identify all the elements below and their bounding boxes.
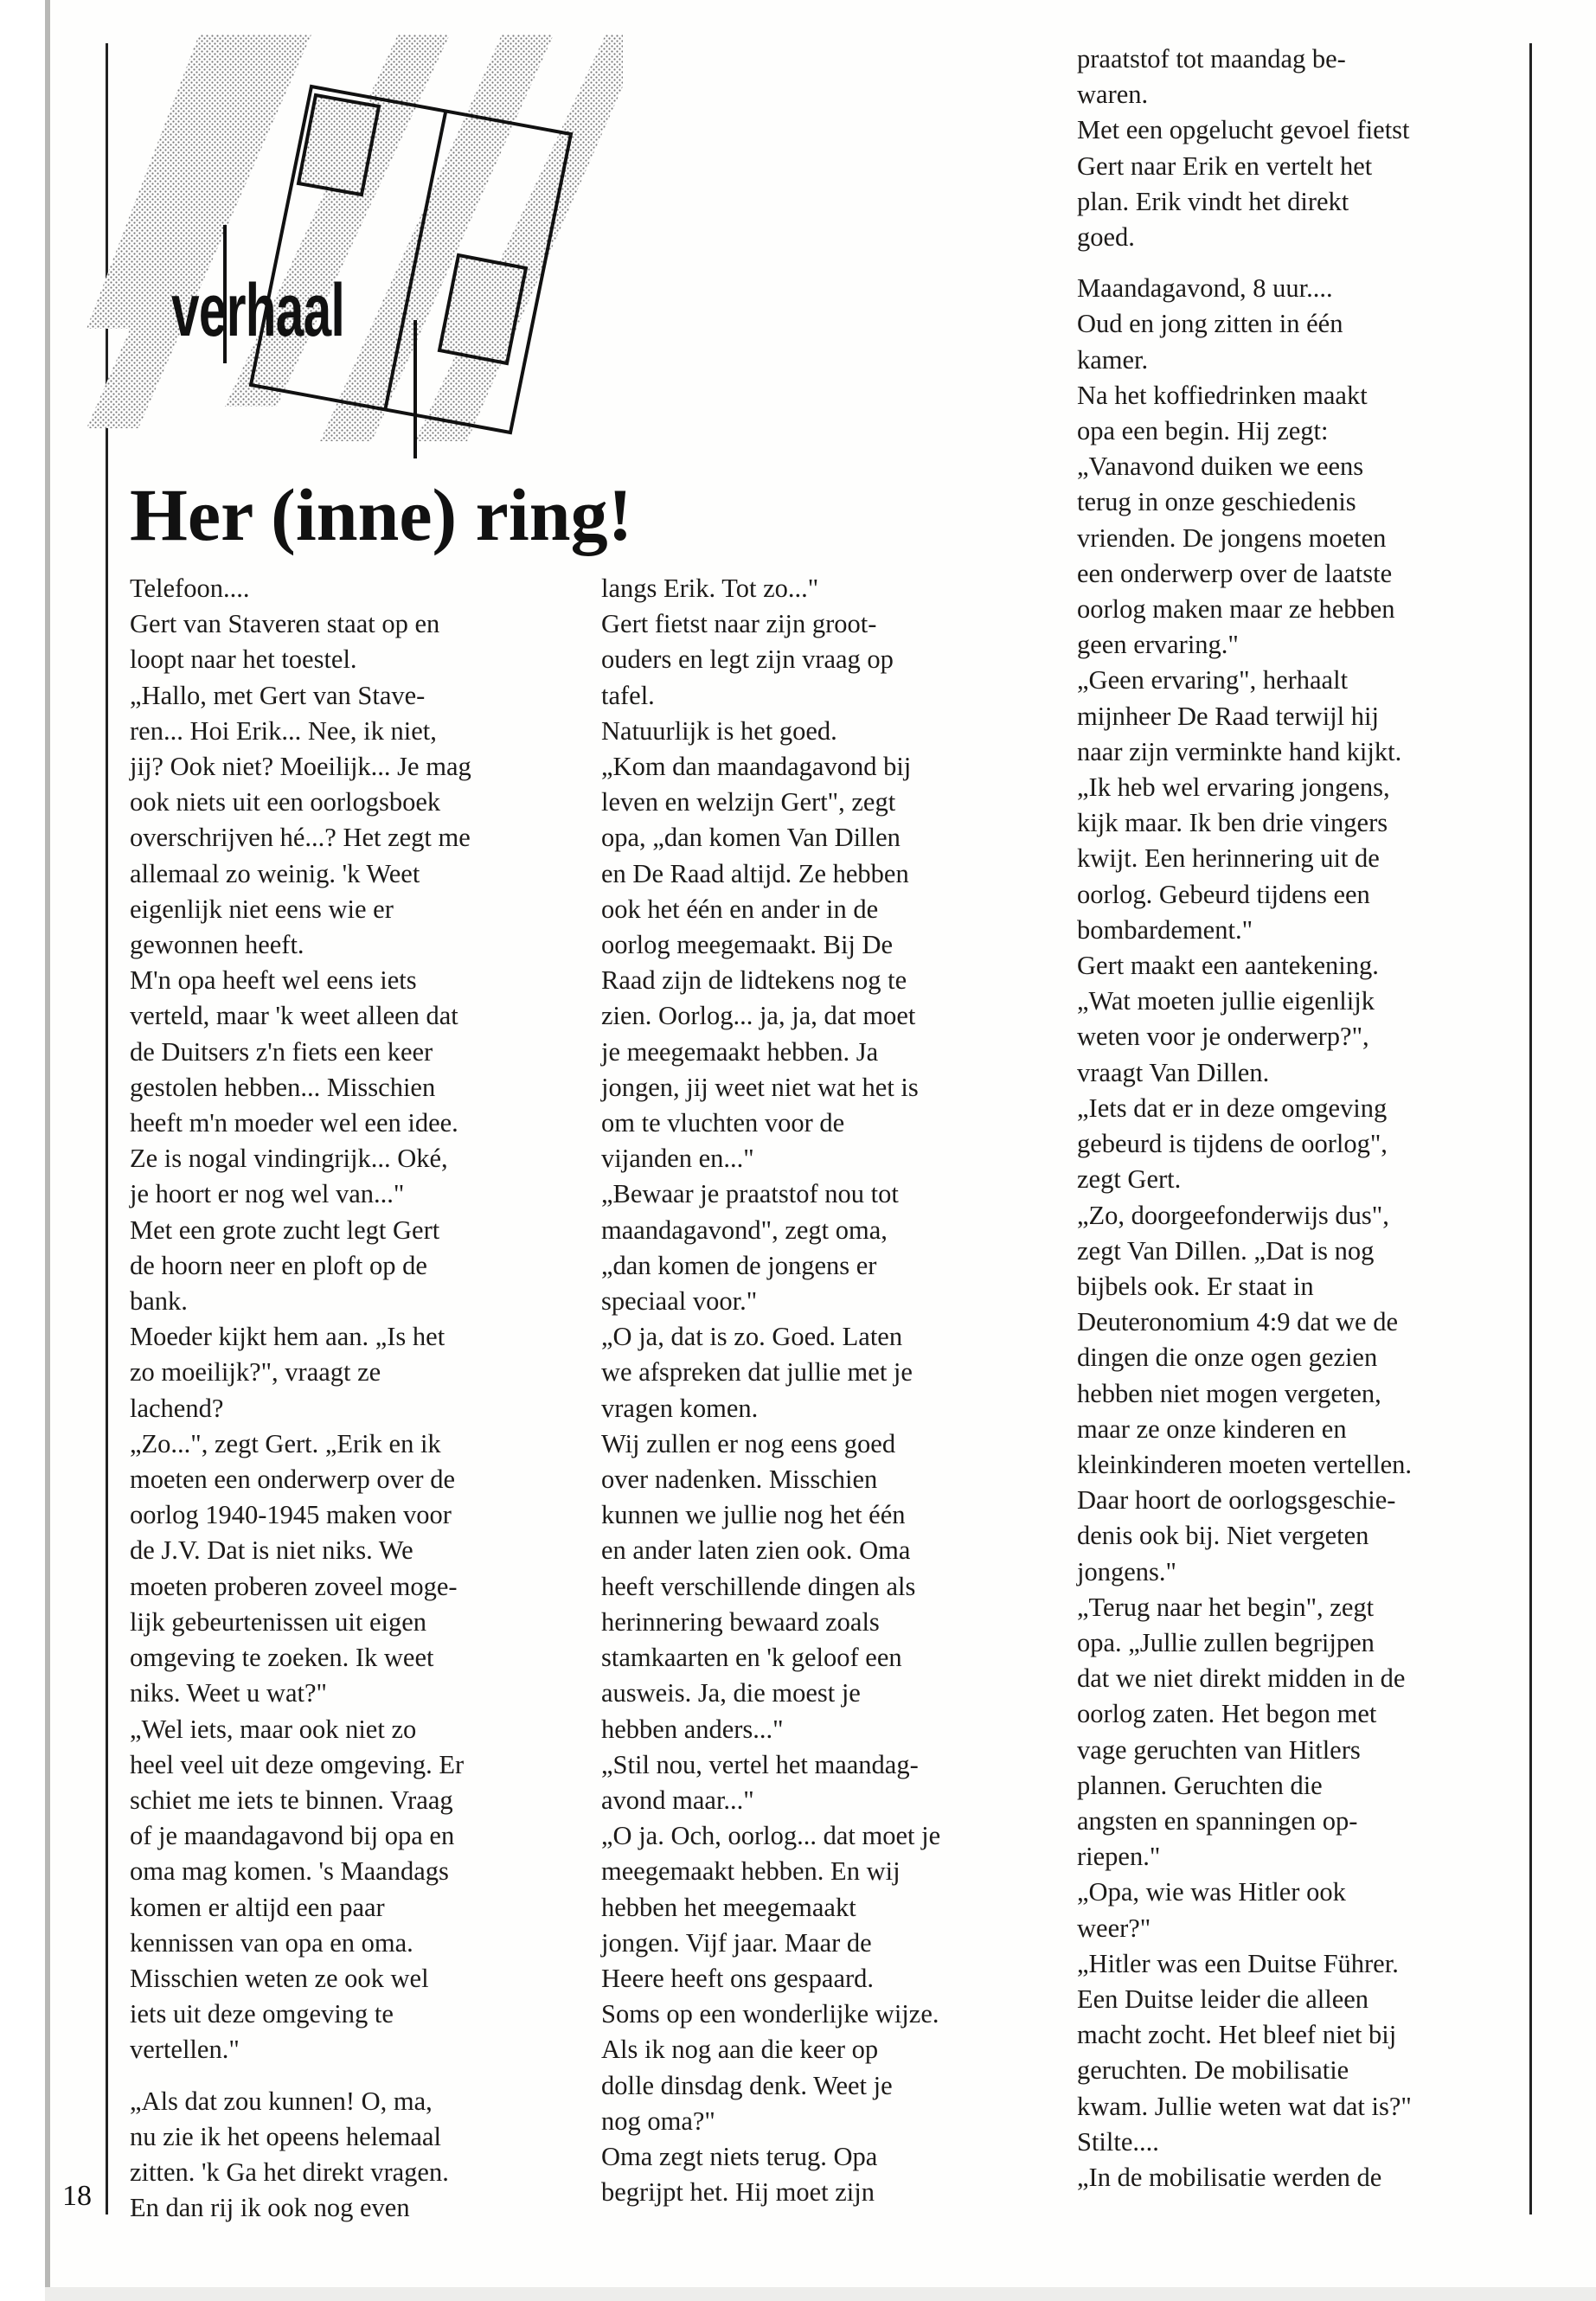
text-line: ausweis. Ja, die moest je [601,1678,861,1708]
text-line: avond maar..." [601,1785,754,1815]
page-bottom-edge [45,2287,1596,2301]
text-line: jongen, jij weet niet wat het is [601,1072,919,1102]
text-line: we afspreken dat jullie met je [601,1357,913,1388]
text-line: plannen. Geruchten die [1077,1770,1323,1800]
text-line: „Geen ervaring", herhaalt [1077,665,1349,695]
text-line: Maandagavond, 8 uur.... [1077,273,1333,304]
text-line: Als ik nog aan die keer op [601,2035,879,2065]
text-line: zegt Van Dillen. „Dat is nog [1077,1235,1375,1266]
text-line: Moeder kijkt hem aan. „Is het [130,1322,445,1352]
text-line: oorlog zaten. Het begon met [1077,1699,1377,1729]
text-line: „Stil nou, vertel het maandag- [601,1749,919,1779]
text-line: de hoorn neer en ploft op de [130,1250,427,1280]
text-line: zien. Oorlog... ja, ja, dat moet [601,1001,916,1031]
text-line: kleinkinderen moeten vertellen. [1077,1449,1413,1479]
text-line: maandagavond", zegt oma, [601,1215,888,1245]
text-line: „Hitler was een Duitse Führer. [1077,1948,1399,1978]
text-line: gebeurd is tijdens de oorlog", [1077,1129,1388,1159]
page-number: 18 [62,2180,92,2212]
text-line: Ze is nogal vindingrijk... Oké, [130,1144,448,1174]
paragraph-gap [1077,255,1412,271]
text-line: speciaal voor." [601,1286,758,1317]
text-line: je hoort er nog wel van..." [130,1179,405,1209]
text-line: jongen. Vijf jaar. Maar de [601,1927,872,1958]
text-line: dingen die onze ogen gezien [1077,1343,1378,1373]
text-line: komen er altijd een paar [130,1892,385,1922]
text-line: Stilte.... [1077,2126,1159,2157]
text-line: meegemaakt hebben. En wij [601,1856,901,1887]
text-line: hebben niet mogen vergeten, [1077,1378,1381,1408]
text-line: „Terug naar het begin", zegt [1077,1592,1375,1622]
text-line: kennissen van opa en oma. [130,1927,413,1958]
text-line: maar ze onze kinderen en [1077,1413,1347,1444]
text-line: verteld, maar 'k weet alleen dat [130,1001,458,1031]
text-line: Na het koffiedrinken maakt [1077,380,1368,410]
text-line: vragen komen. [601,1393,759,1423]
text-line: bombardement." [1077,914,1253,945]
column-rule-right [1529,43,1532,2214]
text-line: vage geruchten van Hitlers [1077,1734,1361,1765]
text-line: schiet me iets te binnen. Vraag [130,1785,453,1815]
text-line: over nadenken. Misschien [601,1465,878,1495]
text-line: ren... Hoi Erik... Nee, ik niet, [130,715,437,746]
text-line: zitten. 'k Ga het direkt vragen. [130,2157,449,2187]
text-line: gewonnen heeft. [130,930,304,960]
text-line: Gert maakt een aantekening. [1077,951,1379,981]
text-column-1 [130,571,471,2226]
text-line: vertellen." [130,2035,240,2065]
text-line: zo moeilijk?", vraagt ze [130,1357,381,1388]
text-line: dat we niet direkt midden in de [1077,1663,1406,1694]
text-line: heeft m'n moeder wel een idee. [130,1108,458,1138]
text-line: herinnering bewaard zoals [601,1606,880,1637]
text-line: opa een begin. Hij zegt: [1077,416,1329,446]
text-line: „Zo, doorgeefonderwijs dus", [1077,1200,1389,1230]
text-line: ouders en legt zijn vraag op [601,644,894,675]
text-column-3 [1077,42,1412,2195]
text-line: „O ja. Och, oorlog... dat moet je [601,1821,941,1851]
text-line: nu zie ik het opeens helemaal [130,2121,441,2151]
text-line: „Bewaar je praatstof nou tot [601,1179,899,1209]
text-line: lijk gebeurtenissen uit eigen [130,1606,427,1637]
text-line: moeten proberen zoveel moge- [130,1571,458,1601]
text-line: „Wat moeten jullie eigenlijk [1077,986,1375,1016]
text-line: de J.V. Dat is niet niks. We [130,1535,413,1566]
text-line: Oma zegt niets terug. Opa [601,2141,878,2171]
text-line: „Hallo, met Gert van Stave- [130,680,426,710]
text-line: langs Erik. Tot zo..." [601,574,819,603]
text-line: stamkaarten en 'k geloof een [601,1643,902,1673]
text-line: dolle dinsdag denk. Weet je [601,2070,893,2100]
text-line: iets uit deze omgeving te [130,1999,394,2029]
text-line: niks. Weet u wat?" [130,1678,327,1708]
text-line: riepen." [1077,1842,1161,1872]
text-line: kunnen we jullie nog het één [601,1500,906,1530]
text-line: gestolen hebben... Misschien [130,1072,436,1102]
text-line: macht zocht. Het bleef niet bij [1077,2020,1397,2050]
text-line: Met een grote zucht legt Gert [130,1215,440,1245]
text-line: „Zo...", zegt Gert. „Erik en ik [130,1428,441,1458]
text-line: ook niets uit een oorlogsboek [130,787,441,817]
text-line: oorlog 1940-1945 maken voor [130,1500,452,1530]
text-line: terug in onze geschiedenis [1077,487,1356,517]
text-line: „Iets dat er in deze omgeving [1077,1093,1388,1123]
text-line: waren. [1077,80,1149,110]
text-line: lachend? [130,1393,224,1423]
text-line: vijanden en..." [601,1144,754,1174]
text-line: Deuteronomium 4:9 dat we de [1077,1307,1398,1337]
text-line: denis ook bij. Niet vergeten [1077,1521,1369,1551]
text-line: „Ik heb wel ervaring jongens, [1077,772,1390,803]
text-line: Een Duitse leider die alleen [1077,1984,1369,2014]
text-line: Natuurlijk is het goed. [601,715,837,746]
text-line: Gert fietst naar zijn groot- [601,609,877,639]
text-line: Raad zijn de lidtekens nog te [601,965,907,996]
text-line: vrienden. De jongens moeten [1077,522,1387,553]
text-line: Wij zullen er nog eens goed [601,1428,896,1458]
text-line: Daar hoort de oorlogsgeschie- [1077,1485,1396,1516]
text-line: oma mag komen. 's Maandags [130,1856,449,1887]
text-line: „O ja, dat is zo. Goed. Laten [601,1322,903,1352]
text-column-2 [601,571,940,2210]
text-line: opa, „dan komen Van Dillen [601,823,901,853]
text-line: kamer. [1077,344,1149,375]
text-line: kwam. Jullie weten wat dat is?" [1077,2091,1412,2121]
text-line: een onderwerp over de laatste [1077,558,1393,588]
text-line: „Wel iets, maar ook niet zo [130,1714,417,1744]
text-line: kijk maar. Ik ben drie vingers [1077,808,1388,838]
text-line: Misschien weten ze ook wel [130,1963,429,1993]
text-line: bank. [130,1286,188,1317]
text-line: moeten een onderwerp over de [130,1465,455,1495]
text-line: Telefoon.... [130,574,250,603]
text-line: hebben anders..." [601,1714,784,1744]
text-line: Gert naar Erik en vertelt het [1077,151,1373,181]
text-line: kwijt. Een herinnering uit de [1077,843,1380,874]
text-line: „dan komen de jongens er [601,1250,877,1280]
text-line: geen ervaring." [1077,630,1239,660]
text-line: „Als dat zou kunnen! O, ma, [130,2086,433,2116]
section-label: verhaal [171,269,345,352]
text-line: tafel. [601,680,655,710]
text-line: bijbels ook. Er staat in [1077,1271,1314,1301]
paragraph-gap [130,2068,471,2084]
text-line: praatstof tot maandag be- [1077,44,1346,74]
text-line: of je maandagavond bij opa en [130,1821,455,1851]
text-line: nog oma?" [601,2106,715,2136]
text-line: zegt Gert. [1077,1164,1182,1195]
text-line: hebben het meegemaakt [601,1892,856,1922]
text-line: heeft verschillende dingen als [601,1571,916,1601]
text-line: overschrijven hé...? Het zegt me [130,823,471,853]
text-line: weer?" [1077,1913,1151,1943]
text-line: jij? Ook niet? Moeilijk... Je mag [130,752,471,782]
text-line: je meegemaakt hebben. Ja [601,1036,879,1067]
text-line: ook het één en ander in de [601,894,879,924]
text-line: heel veel uit deze omgeving. Er [130,1749,465,1779]
text-line: om te vluchten voor de [601,1108,845,1138]
text-line: Gert van Staveren staat op en [130,609,440,639]
text-line: opa. „Jullie zullen begrijpen [1077,1627,1375,1657]
text-line: en ander laten zien ook. Oma [601,1535,911,1566]
text-line: oorlog maken maar ze hebben [1077,594,1395,625]
text-line: „Opa, wie was Hitler ook [1077,1877,1346,1907]
article-title: Her (inne) ring! [130,473,633,556]
text-line: goed. [1077,222,1135,253]
text-line: vraagt Van Dillen. [1077,1057,1270,1087]
text-line: loopt naar het toestel. [130,644,357,675]
text-line: plan. Erik vindt het direkt [1077,186,1349,216]
text-line: allemaal zo weinig. 'k Weet [130,858,420,888]
text-line: Soms op een wonderlijke wijze. [601,1999,939,2029]
text-line: weten voor je onderwerp?", [1077,1022,1369,1052]
text-line: oorlog meegemaakt. Bij De [601,930,894,960]
text-line: oorlog. Gebeurd tijdens een [1077,879,1370,909]
text-line: „Vanavond duiken we eens [1077,452,1364,482]
text-line: leven en welzijn Gert", zegt [601,787,896,817]
text-line: M'n opa heeft wel eens iets [130,965,417,996]
text-line: „Kom dan maandagavond bij [601,752,912,782]
text-line: eigenlijk niet eens wie er [130,894,394,924]
text-line: geruchten. De mobilisatie [1077,2055,1349,2086]
text-line: omgeving te zoeken. Ik weet [130,1643,434,1673]
text-line: jongens." [1077,1556,1176,1586]
text-line: Met een opgelucht gevoel fietst [1077,115,1410,145]
verhaal-logo-graphic [87,35,640,467]
text-line: naar zijn verminkte hand kijkt. [1077,736,1402,766]
text-line: En dan rij ik ook nog even [130,2193,410,2223]
text-line: mijnheer De Raad terwijl hij [1077,701,1379,731]
text-line: angsten en spanningen op- [1077,1805,1358,1836]
text-line: Oud en jong zitten in één [1077,309,1343,339]
text-line: de Duitsers z'n fiets een keer [130,1036,433,1067]
text-line: „In de mobilisatie werden de [1077,2162,1382,2192]
text-line: Heere heeft ons gespaard. [601,1963,875,1993]
text-line: begrijpt het. Hij moet zijn [601,2177,875,2208]
text-line: en De Raad altijd. Ze hebben [601,858,909,888]
